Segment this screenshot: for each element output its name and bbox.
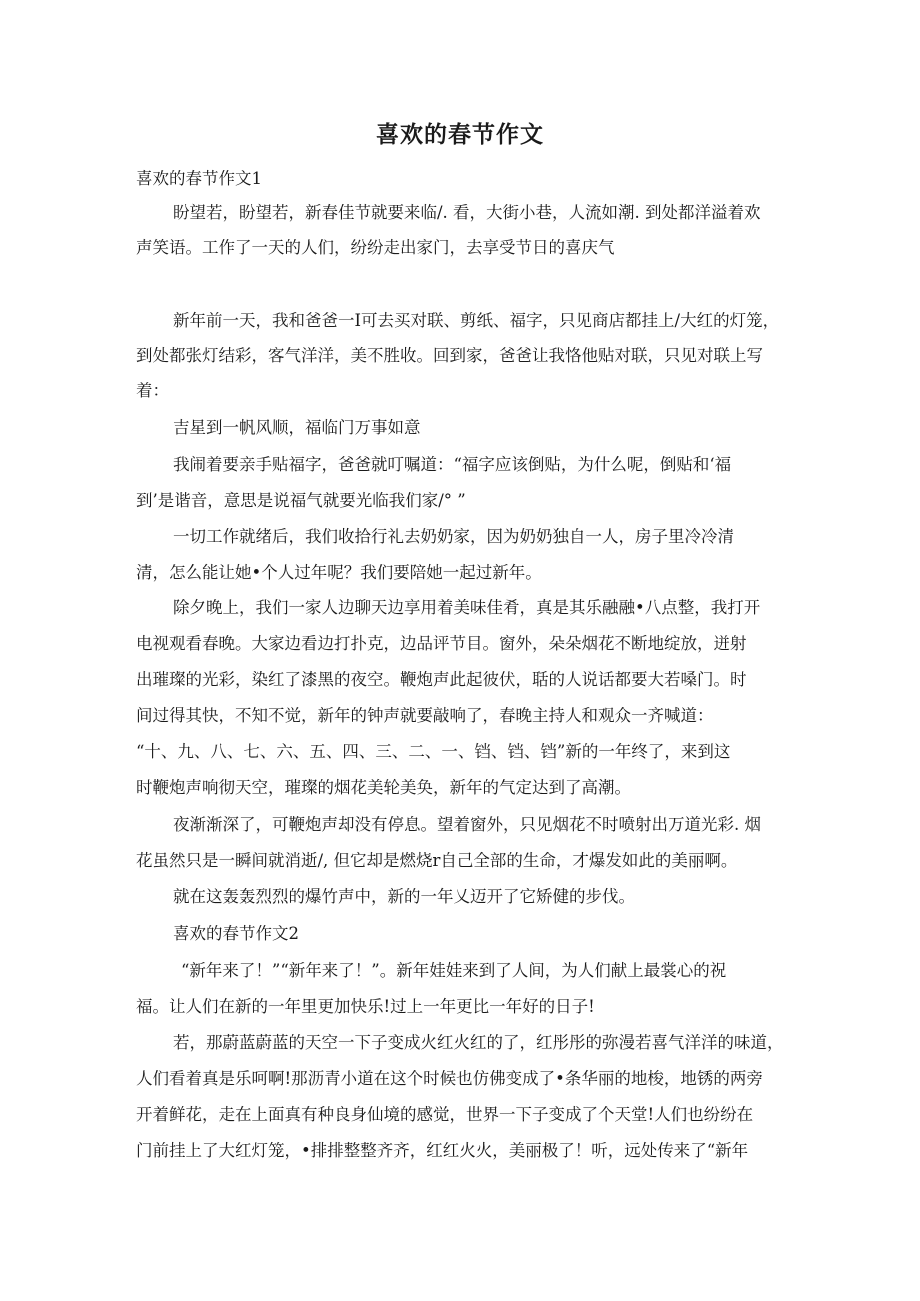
body-line: 时鞭炮声响彻天空，璀璨的烟花美轮美奂，新年的气定达到了高潮。 (136, 778, 631, 797)
body-line: 开着鲜花，走在上面真有种良身仙境的感觉，世界一下子变成了个天堂!人们也纷纷在 (136, 1105, 754, 1124)
body-line: 电视观看春晚。大家边看边打扑克，边品评节目。窗外，朵朵烟花不断地绽放，迸射 (136, 634, 747, 653)
body-line: 夜渐渐深了，可鞭炮声却没有停息。望着窗外，只见烟花不时喷射出万道光彩. 烟 (173, 815, 761, 834)
body-line: 门前挂上了大红灯笼，•排排整整齐齐，红红火火，美丽极了！听，远处传来了“新年 (136, 1141, 749, 1160)
body-line: 到’是谐音，意思是说福气就要光临我们家/° ” (136, 491, 466, 510)
couplet-line: 吉星到一帆风顺，福临门万事如意 (173, 418, 421, 437)
body-line: 福。让人们在新的一年里更加快乐!过上一年更比一年好的日子! (136, 997, 595, 1016)
section-heading-1: 喜欢的春节作文1 (136, 169, 262, 188)
body-line: 一切工作就绪后，我们收拾行礼去奶奶家，因为奶奶独自一人，房子里冷冷清 (173, 527, 734, 546)
body-line: 出璀璨的光彩，染红了漆黑的夜空。鞭炮声此起彼伏，聒的人说话都要大若嗓门。时 (136, 670, 747, 689)
document-title: 喜欢的春节作文 (376, 122, 544, 148)
body-line: 盼望若，盼望若，新春佳节就要来临/. 看，大街小巷，人流如潮. 到处都洋溢着欢 (173, 203, 761, 222)
body-line: 清，怎么能让她•个人过年呢？我们要陪她一起过新年。 (136, 563, 542, 582)
body-line: 我闹着要亲手贴福字，爸爸就叮嘱道：“福字应该倒贴，为什么呢，倒贴和‘福 (173, 455, 732, 474)
body-line: 除夕晚上，我们一家人边聊天边享用着美味佳肴，真是其乐融融•八点整，我打开 (173, 598, 761, 617)
body-line: “十、九、八、七、六、五、四、三、二、一、铛、铛、铛”新的一年终了，来到这 (136, 742, 731, 761)
body-line: 新年前一天，我和爸爸一I可去买对联、剪纸、福字，只见商店都挂上/大红的灯笼， (173, 311, 780, 330)
body-line: 间过得其快，不知不觉，新年的钟声就要敲响了，春晚主持人和观众一齐喊道： (136, 706, 714, 725)
body-line: 人们看着真是乐呵啊!那沥青小道在这个时候也仿佛变成了•条华丽的地梭，地锈的两旁 (136, 1069, 763, 1088)
body-line: 着： (136, 381, 169, 400)
body-line: 就在这轰轰烈烈的爆竹声中，新的一年乂迈开了它矫健的步伐。 (173, 887, 635, 906)
body-line: 若，那蔚蓝蔚蓝的天空一下子变成火红火红的了，红彤彤的弥漫若喜气洋洋的味道， (173, 1033, 784, 1052)
body-line: “新年来了！”“新年来了！”。新年娃娃来到了人间，为人们献上最裳心的祝 (181, 961, 727, 980)
body-line: 声笑语。工作了一天的人们，纷纷走出家门，去享受节日的喜庆气 (136, 238, 615, 257)
body-line: 到处都张灯结彩，客气洋洋，美不胜收。回到家，爸爸让我恪他贴对联，只见对联上写 (136, 346, 763, 365)
section-heading-2: 喜欢的春节作文2 (173, 924, 299, 943)
body-line: 花虽然只是一瞬间就消逝/, 但它却是燃烧r自己全部的生命，才爆发如此的美丽啊。 (136, 851, 738, 870)
